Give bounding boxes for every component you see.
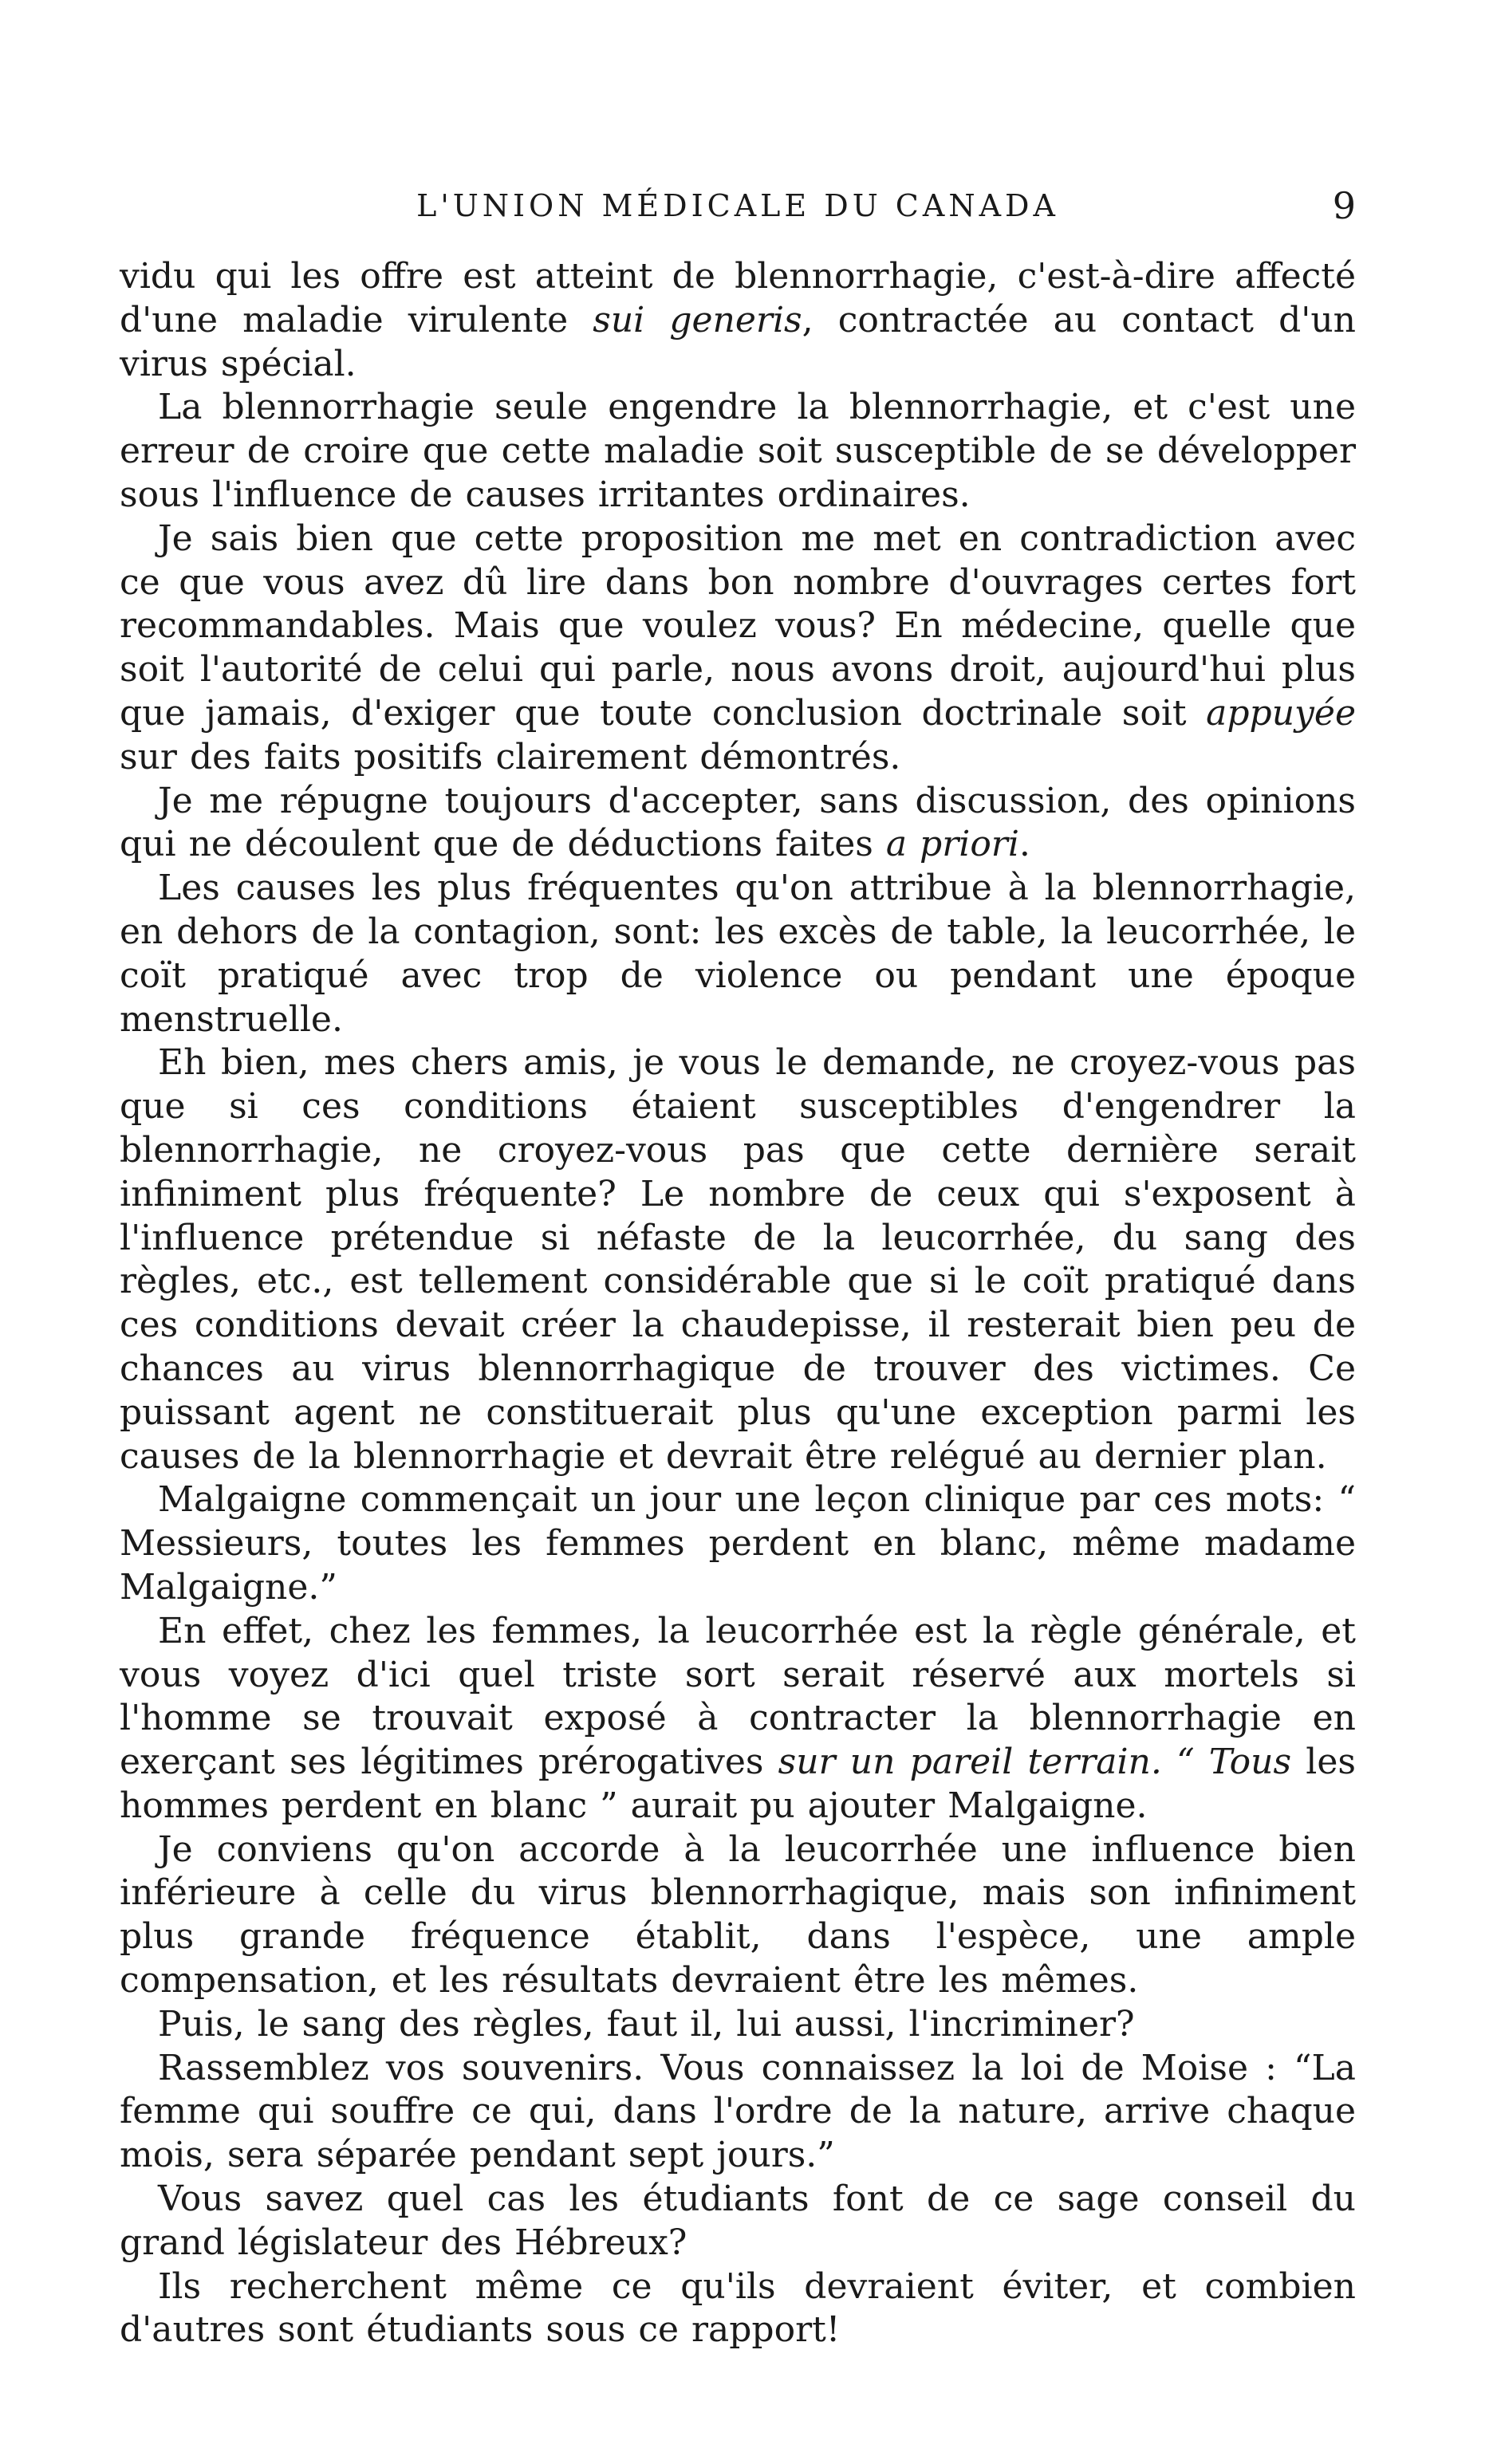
paragraph-text: Je me répugne toujours d'accepter, sans discussion, des opinions qui ne découlent que de déductions faites: [120, 780, 1356, 865]
page-number: 9: [1332, 184, 1356, 227]
paragraph-5: Les causes les plus fréquentes qu'on attribue à la blennorrhagie, en dehors de la contagion, sont: les excès de table, la leucorrhée, le coït pratiqué avec trop de violence ou pendant une époque menstruelle.: [120, 868, 1356, 1040]
running-head: [120, 182, 1356, 230]
paragraph-8: [120, 1610, 1356, 1828]
paragraph-13: Ils recherchent même ce qu'ils devraient éviter, et combien d'autres sont étudiants sous ce rapport!: [120, 2265, 1356, 2351]
italic-phrase: sur un pareil terrain. “ Tous: [778, 1742, 1292, 1783]
paragraph-7: Malgaigne commençait un jour une leçon clinique par ces mots: “ Messieurs, toutes les femmes perdent en blanc, même madame Malgaigne.”: [120, 1479, 1356, 1608]
paragraph-text: sur des faits positifs clairement démontrés.: [120, 736, 901, 777]
journal-title: L'UNION MÉDICALE DU CANADA: [416, 188, 1059, 223]
paragraph-12: Vous savez quel cas les étudiants font de ce sage conseil du grand législateur des Hébreux?: [120, 2179, 1356, 2263]
paragraph-text: .: [1018, 824, 1030, 865]
italic-phrase: a priori: [885, 824, 1019, 865]
paragraph-text: Je sais bien que cette proposition me met en contradiction avec ce que vous avez dû lire dans bon nombre d'ouvrages certes fort recommandables. Mais que voulez vous? En médecine, quelle que soit l'autorité de celui qui parle, nous avons droit, aujourd'hui plus que jamais, d'exiger que toute conclusion doctrinale soit: [120, 518, 1356, 734]
paragraph-6: Eh bien, mes chers amis, je vous le demande, ne croyez-vous pas que si ces conditions étaient susceptibles d'engendrer la blennorrhagie, ne croyez-vous pas que cette dernière serait infiniment plus fréquente? Le nombre de ceux qui s'exposent à l'influence prétendue si néfaste de la leucorrhée, du sang des règles, etc., est tellement considérable que si le coït pratiqué dans ces conditions devait créer la chaudepisse, il resterait bien peu de chances au virus blennorrhagique de trouver des victimes. Ce puissant agent ne constituerait plus qu'une exception parmi les causes de la blennorrhagie et devrait être relégué au dernier plan.: [120, 1042, 1356, 1477]
paragraph-text: , contractée au contact d'un virus spécial.: [120, 299, 1357, 384]
paragraph-2: La blennorrhagie seule engendre la blennorrhagie, et c'est une erreur de croire que cette maladie soit susceptible de se développer sous l'influence de causes irritantes ordinaires.: [120, 387, 1356, 515]
italic-phrase: sui generis: [593, 299, 802, 340]
paragraph-4: [120, 780, 1356, 868]
paragraph-1: [120, 255, 1356, 386]
italic-phrase: appuyée: [1206, 692, 1356, 734]
paragraph-text: En effet, chez les femmes, la leucorrhée est la règle générale, et vous voyez d'ici quel triste sort serait réservé aux mortels si l'homme se trouvait exposé à contracter la blennorrhagie en exerçant ses légitimes prérogatives: [120, 1610, 1356, 1783]
paragraph-11: Rassemblez vos souvenirs. Vous connaissez la loi de Moise : “La femme qui souffre ce qui, dans l'ordre de la nature, arrive chaque mois, sera séparée pendant sept jours.”: [120, 2047, 1356, 2176]
paragraph-text: les hommes perdent en blanc ” aurait pu ajouter Malgaigne.: [120, 1742, 1356, 1826]
body-text: [120, 255, 1356, 2352]
paragraph-10: Puis, le sang des règles, faut il, lui aussi, l'incriminer?: [158, 2003, 1135, 2045]
paragraph-3: [120, 518, 1356, 780]
paragraph-9: Je conviens qu'on accorde à la leucorrhée une influence bien inférieure à celle du virus blennorrhagique, mais son infiniment plus grande fréquence établit, dans l'espèce, une ample compensation, et les résultats devraient être les mêmes.: [120, 1828, 1356, 2002]
paragraph-text: vidu qui les offre est atteint de blennorrhagie, c'est-à-dire affecté d'une maladie virulente: [120, 256, 1356, 340]
